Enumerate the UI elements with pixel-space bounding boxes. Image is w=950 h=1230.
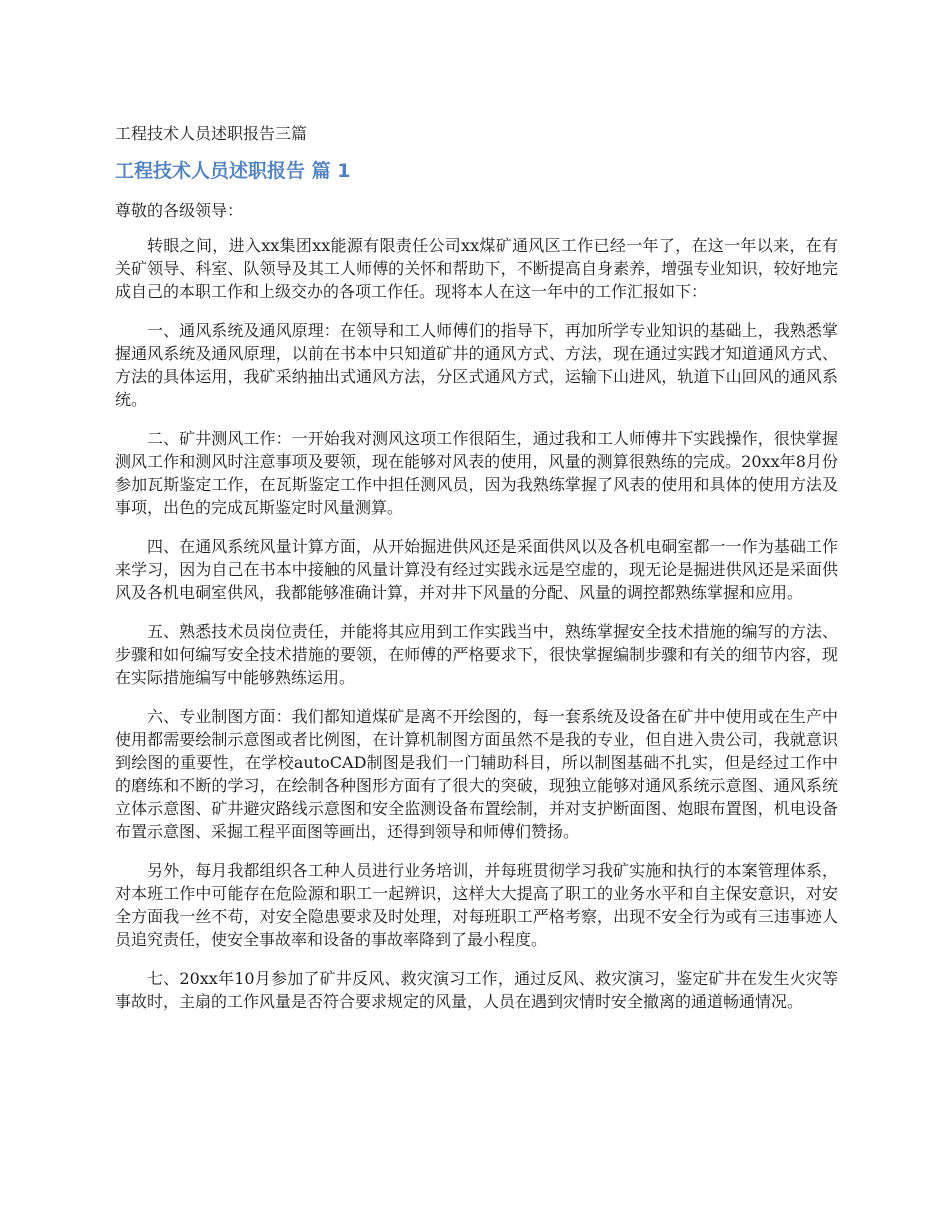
paragraph: 一、通风系统及通风原理：在领导和工人师傅们的指导下，再加所学专业知识的基础上，我熟悉掌握通风系统及通风原理，以前在书本中只知道矿井的通风方式、方法，现在通过实践才知道通风方式、方法的具体运用，我矿采纳抽出式通风方法，分区式通风方式，运输下山进风，轨道下山回风的通风系统。 (115, 321, 838, 409)
document-body (115, 121, 838, 1029)
section-heading: 工程技术人员述职报告 篇 1 (115, 160, 351, 182)
document-title: 工程技术人员述职报告三篇 (115, 124, 308, 143)
paragraph: 四、在通风系统风量计算方面，从开始掘进供风还是采面供风以及各机电硐室都一一作为基础工作来学习，因为自己在书本中接触的风量计算没有经过实践永远是空虚的，现无论是掘进供风还是采面供风及各机电硐室供风，我都能够准确计算，并对井下风量的分配、风量的调控都熟练掌握和应用。 (115, 537, 838, 602)
paragraph: 二、矿井测风工作：一开始我对测风这项工作很陌生，通过我和工人师傅井下实践操作，很快掌握测风工作和测风时注意事项及要领，现在能够对风表的使用，风量的测算很熟练的完成。20xx年8月份参加瓦斯鉴定工作，在瓦斯鉴定工作中担任测风员，因为我熟练掌握了风表的使用和具体的使用方法及事项，出色的完成瓦斯鉴定时风量测算。 (115, 429, 838, 517)
paragraph: 五、熟悉技术员岗位责任，并能将其应用到工作实践当中，熟练掌握安全技术措施的编写的方法、步骤和如何编写安全技术措施的要领，在师傅的严格要求下，很快掌握编制步骤和有关的细节内容，现在实际措施编写中能够熟练运用。 (115, 622, 838, 687)
paragraph: 七、20xx年10月参加了矿井反风、救灾演习工作，通过反风、救灾演习，鉴定矿井在发生火灾等事故时，主扇的工作风量是否符合要求规定的风量，人员在遇到灾情时安全撤离的通道畅通情况。 (115, 969, 838, 1011)
paragraph: 转眼之间，进入xx集团xx能源有限责任公司xx煤矿通风区工作已经一年了，在这一年以来，在有关矿领导、科室、队领导及其工人师傅的关怀和帮助下，不断提高自身素养，增强专业知识，较好地完成自己的本职工作和上级交办的各项工作任。现将本人在这一年中的工作汇报如下： (115, 236, 838, 301)
paragraph: 另外，每月我都组织各工种人员进行业务培训，并每班贯彻学习我矿实施和执行的本案管理体系，对本班工作中可能存在危险源和职工一起辨识，这样大大提高了职工的业务水平和自主保安意识，对安全方面我一丝不苟，对安全隐患要求及时处理，对每班职工严格考察，出现不安全行为或有三违事迹人员追究责任，使安全事故率和设备的事故率降到了最小程度。 (115, 861, 838, 949)
paragraph: 六、专业制图方面：我们都知道煤矿是离不开绘图的，每一套系统及设备在矿井中使用或在生产中使用都需要绘制示意图或者比例图，在计算机制图方面虽然不是我的专业，但自进入贵公司，我就意识到绘图的重要性，在学校autoCAD制图是我们一门辅助科目，所以制图基础不扎实，但是经过工作中的磨练和不断的学习，在绘制各种图形方面有了很大的突破，现独立能够对通风系统示意图、通风系统立体示意图、矿井避灾路线示意图和安全监测设备布置绘制，并对支护断面图、炮眼布置图，机电设备布置示意图、采掘工程平面图等画出，还得到领导和师傅们赞扬。 (115, 707, 838, 841)
salutation: 尊敬的各级领导： (115, 201, 244, 220)
